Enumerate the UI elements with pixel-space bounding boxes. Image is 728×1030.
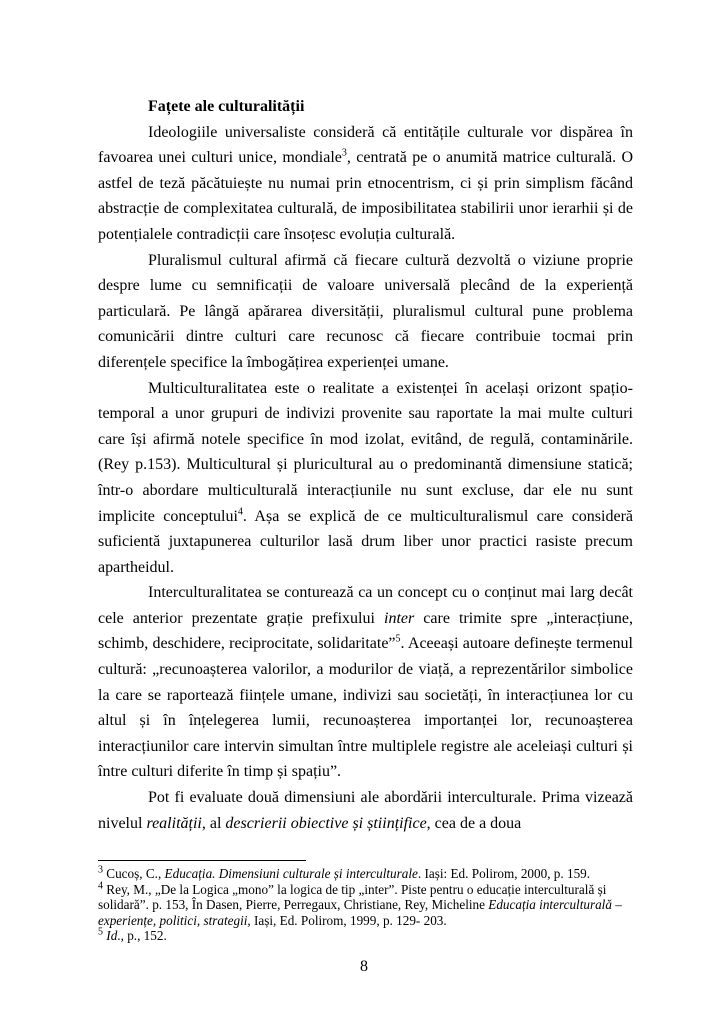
text-run: Interculturalitatea se conturează ca un concept cu o conținut mai larg decât cele anterior prezentate grație prefixului	[98, 584, 633, 627]
section-heading: Fațete ale culturalității	[148, 98, 305, 115]
footnote-number: 3	[98, 864, 103, 876]
footnote-number: 4	[98, 880, 103, 892]
emphasis: Educația interculturală – experiențe, politici, strategii	[98, 897, 622, 928]
paragraph-pluralism: Pluralismul cultural afirmă că fiecare cultură dezvoltă o viziune proprie despre lume cu semnificații de valoare universală plecând de la experiență particulară. Pe lângă apărarea diversității, pluralismul cultural pune problema comunicării dintre culturi care recunosc că fiecare contribuie tocmai prin diferențele specifice la îmbogățirea experienței umane.	[98, 251, 633, 371]
text-run: , Iași, Ed. Polirom, 1999, p. 129- 203.	[247, 912, 447, 928]
footnote-5	[98, 928, 633, 944]
text-run: Rey, M., „De la Logica „mono” la logica de tip „inter”. Piste pentru o educație interculturală și solidară”. p. 153, În Dasen, Pierre, Perregaux, Christiane, Rey, Micheline	[98, 881, 607, 913]
text-run: care trimite spre „interacțiune, schimb, deschidere, reciprocitate, solidaritate”	[98, 609, 634, 653]
footnote-divider	[98, 860, 306, 861]
emphasis: inter	[384, 609, 415, 627]
emphasis: descrierii obiective și științifice	[225, 814, 427, 832]
text-run: . Aceeași autoare definește termenul cultură: „recunoașterea valorilor, a modurilor de viață, a reprezentărilor simbolice la care se raportează ființele umane, indivizi sau societăți, în interacțiunea lor cu altul și în înțelegerea lumii, recunoașterea importanței lor, recunoașterea interacțiunilor care intervin simultan între multiplele registre ale aceleiași culturi și între culturi diferite în timp și spațiu”.	[98, 635, 633, 781]
footnote-4	[98, 882, 633, 929]
paragraph-universalism	[98, 120, 633, 248]
footnote-ref-3[interactable]: 3	[341, 147, 347, 159]
emphasis: Id	[106, 928, 118, 944]
footnotes	[98, 866, 633, 944]
paragraph-multiculturality	[98, 376, 633, 581]
text-run: Cucoș, C.,	[103, 866, 165, 881]
text-run: , cea de a doua	[426, 814, 522, 832]
text-run: . Așa se explică de ce multiculturalismul care consideră suficientă juxtapunerea culturilor lasă drum liber unor practici rasiste precum apartheidul.	[98, 507, 633, 576]
paragraph-dimensions	[98, 785, 633, 836]
text-run: Pot fi evaluate două dimensiuni ale abordării interculturale. Prima vizează nivelul	[98, 789, 633, 832]
emphasis: realității	[146, 814, 202, 832]
text-run: . Iași: Ed. Polirom, 2000, p. 159.	[417, 866, 591, 881]
footnote-3	[98, 866, 633, 882]
text-run: Multiculturalitatea este o realitate a existenței în același orizont spațio-temporal a unor grupuri de indivizi provenite sau raportate la mai multe culturi care își afirmă notele specifice în mod izolat, evitând, de regulă, contaminările. (Rey p.153). Multicultural și pluricultural au o predominantă dimensiune statică; într-o abordare multiculturală interacțiunile nu sunt excluse, dar ele nu sunt implicite conceptului	[98, 379, 633, 525]
text-run: , centrată pe o anumită matrice culturală. O astfel de teză păcătuiește nu numai prin etnocentrism, ci și prin simplism făcând abstracție de complexitatea culturală, de imposibilitatea stabilirii unor ierarhii și de potențialele contradicții care însoțesc evoluția culturală.	[98, 149, 634, 243]
page-number: 8	[360, 958, 368, 975]
text-run: , al	[201, 814, 226, 832]
paragraph-interculturality	[98, 580, 633, 785]
text-run: ., p., 152.	[117, 928, 167, 944]
text-run: Ideologiile universaliste consideră că entitățile culturale vor dispărea în favoarea unei culturi unice, mondiale	[98, 123, 633, 167]
footnote-number: 5	[98, 926, 103, 938]
emphasis: Educația. Dimensiuni culturale și interculturale	[164, 866, 418, 881]
footnote-ref-4[interactable]: 4	[237, 506, 243, 518]
footnote-ref-5[interactable]: 5	[395, 634, 401, 646]
body-text	[98, 94, 633, 836]
